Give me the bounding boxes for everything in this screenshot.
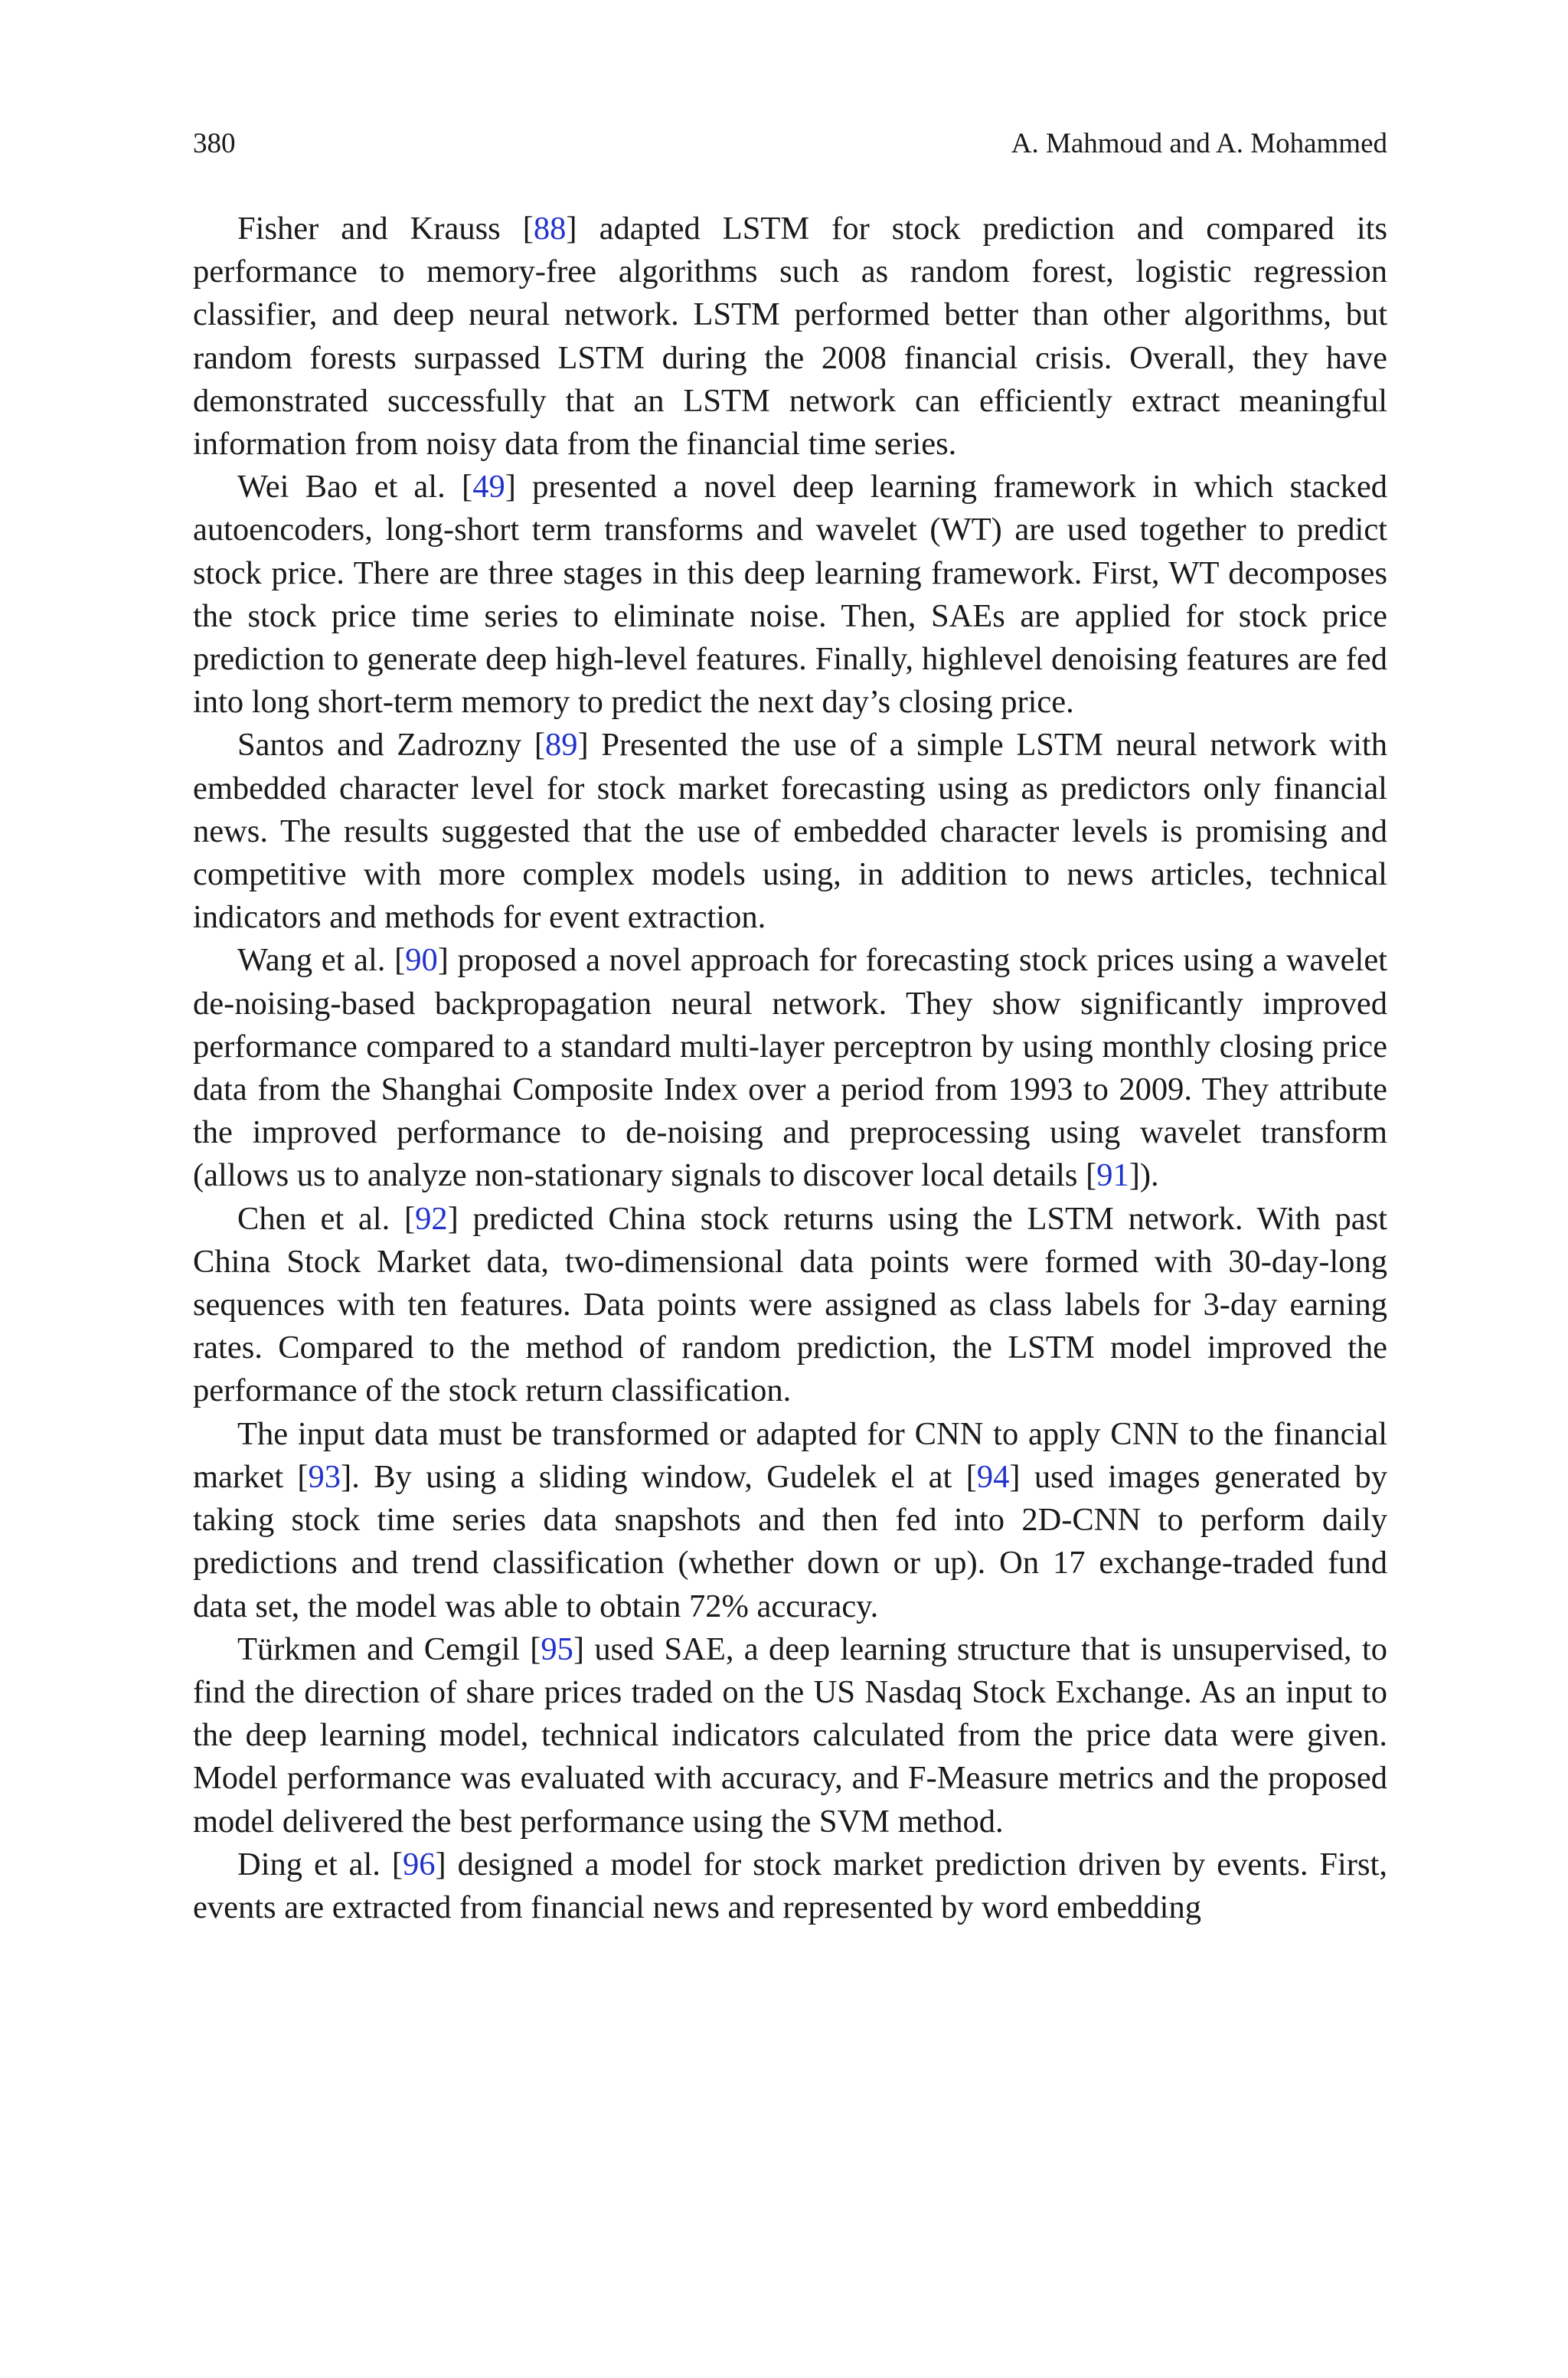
paragraph (193, 724, 1387, 939)
paragraph-text: ] designed a model for stock market prediction driven by events. First, events are extracted from financial news and represented by word embedding (193, 1846, 1387, 1925)
citation-link[interactable]: 88 (533, 211, 567, 247)
paragraph-text: Chen et al. [ (237, 1200, 416, 1237)
paragraph (193, 208, 1387, 466)
paragraph-text: The input data must be transformed or adapted for CNN to apply CNN to the financial market [ (193, 1415, 1387, 1495)
paragraph (193, 1843, 1387, 1929)
citation-link[interactable]: 49 (472, 469, 505, 505)
paragraph (193, 1198, 1387, 1413)
paragraph-text: ] Presented the use of a simple LSTM neural network with embedded character level for stock market forecasting using as predictors only financial news. The results suggested that the use of embedded character levels is promising and competitive with more complex models using, in addition to news articles, technical indicators and methods for event extraction. (193, 727, 1387, 936)
paragraph (193, 1413, 1387, 1628)
paragraph-text: ] used images generated by taking stock time series data snapshots and then fed into 2D-CNN to perform daily predictions and trend classification (whether down or up). On 17 exchange-traded fund data set, the model was able to obtain 72% accuracy. (193, 1458, 1387, 1624)
paragraph-text: Santos and Zadrozny [ (237, 727, 545, 764)
paragraph-text: ] predicted China stock returns using the LSTM network. With past China Stock Market data, two-dimensional data points were formed with 30-​day-long sequences with ten features. Data points were assigned as class labels for 3-day earning rates. Compared to the method of random prediction, the LSTM model improved the performance of the stock return classification. (193, 1200, 1387, 1409)
citation-link[interactable]: 94 (976, 1458, 1010, 1495)
paragraph-text: ] used SAE, a deep learning structure that is unsupervised, to find the direction of share prices traded on the US Nasdaq Stock Exchange. As an input to the deep learning model, technical indicators calculated from the price data were given. Model performance was evaluated with accuracy, and F-Measure metrics and the proposed model delivered the best performance using the SVM method. (193, 1631, 1387, 1840)
paragraph (193, 466, 1387, 724)
paragraph (193, 939, 1387, 1197)
citation-link[interactable]: 91 (1096, 1157, 1129, 1194)
paragraph-text: ] presented a novel deep learning framework in which stacked autoencoders, long-short term transforms and wavelet (WT) are used together to predict stock price. There are three stages in this deep learning framework. First, WT decomposes the stock price time series to eliminate noise. Then, SAEs are applied for stock price prediction to generate deep high-level features. Finally, highlevel denoising features are fed into long short-term memory to predict the next day’s closing price. (193, 469, 1388, 721)
citation-link[interactable]: 89 (544, 727, 578, 764)
paragraph-text: ] proposed a novel approach for forecasting stock prices using a wavelet de-noising-based backpropagation neural network. They show significantly improved performance compared to a standard multi-layer perceptron by using monthly closing price data from the Shanghai Composite Index over a period from 1993 to 2009. They attribute the improved performance to de-noising and preprocessing using wavelet transform (allows us to analyze non-stationary signals to discover local details [ (193, 942, 1387, 1194)
paragraph-text: Wei Bao et al. [ (237, 469, 473, 505)
paragraph-text: ]). (1129, 1157, 1159, 1194)
citation-link[interactable]: 95 (541, 1631, 573, 1667)
running-head-authors: A. Mahmoud and A. Mohammed (1011, 128, 1387, 159)
citation-link[interactable]: 96 (403, 1846, 436, 1882)
citation-link[interactable]: 90 (405, 942, 438, 979)
body-text (193, 208, 1387, 1929)
page-number: 380 (193, 128, 236, 159)
paragraph-text: ]. By using a sliding window, Gudelek el at [ (341, 1458, 977, 1495)
paragraph (193, 1628, 1387, 1843)
paragraph-text: Fisher and Krauss [ (237, 211, 534, 247)
paragraph-text: Wang et al. [ (237, 942, 406, 979)
paragraph-text: Türkmen and Cemgil [ (237, 1631, 541, 1667)
running-head (193, 123, 1387, 165)
paragraph-text: Ding et al. [ (237, 1846, 403, 1882)
citation-link[interactable]: 92 (415, 1200, 448, 1237)
paragraph-text: ] adapted LSTM for stock prediction and compared its performance to memory-free algorithms such as random forest, logistic regression classifier, and deep neural network. LSTM performed better than other algorithms, but random forests surpassed LSTM during the 2008 financial crisis. Overall, they have demonstrated successfully that an LSTM network can efficiently extract meaningful information from noisy data from the financial time series. (193, 211, 1387, 463)
citation-link[interactable]: 93 (308, 1458, 341, 1495)
